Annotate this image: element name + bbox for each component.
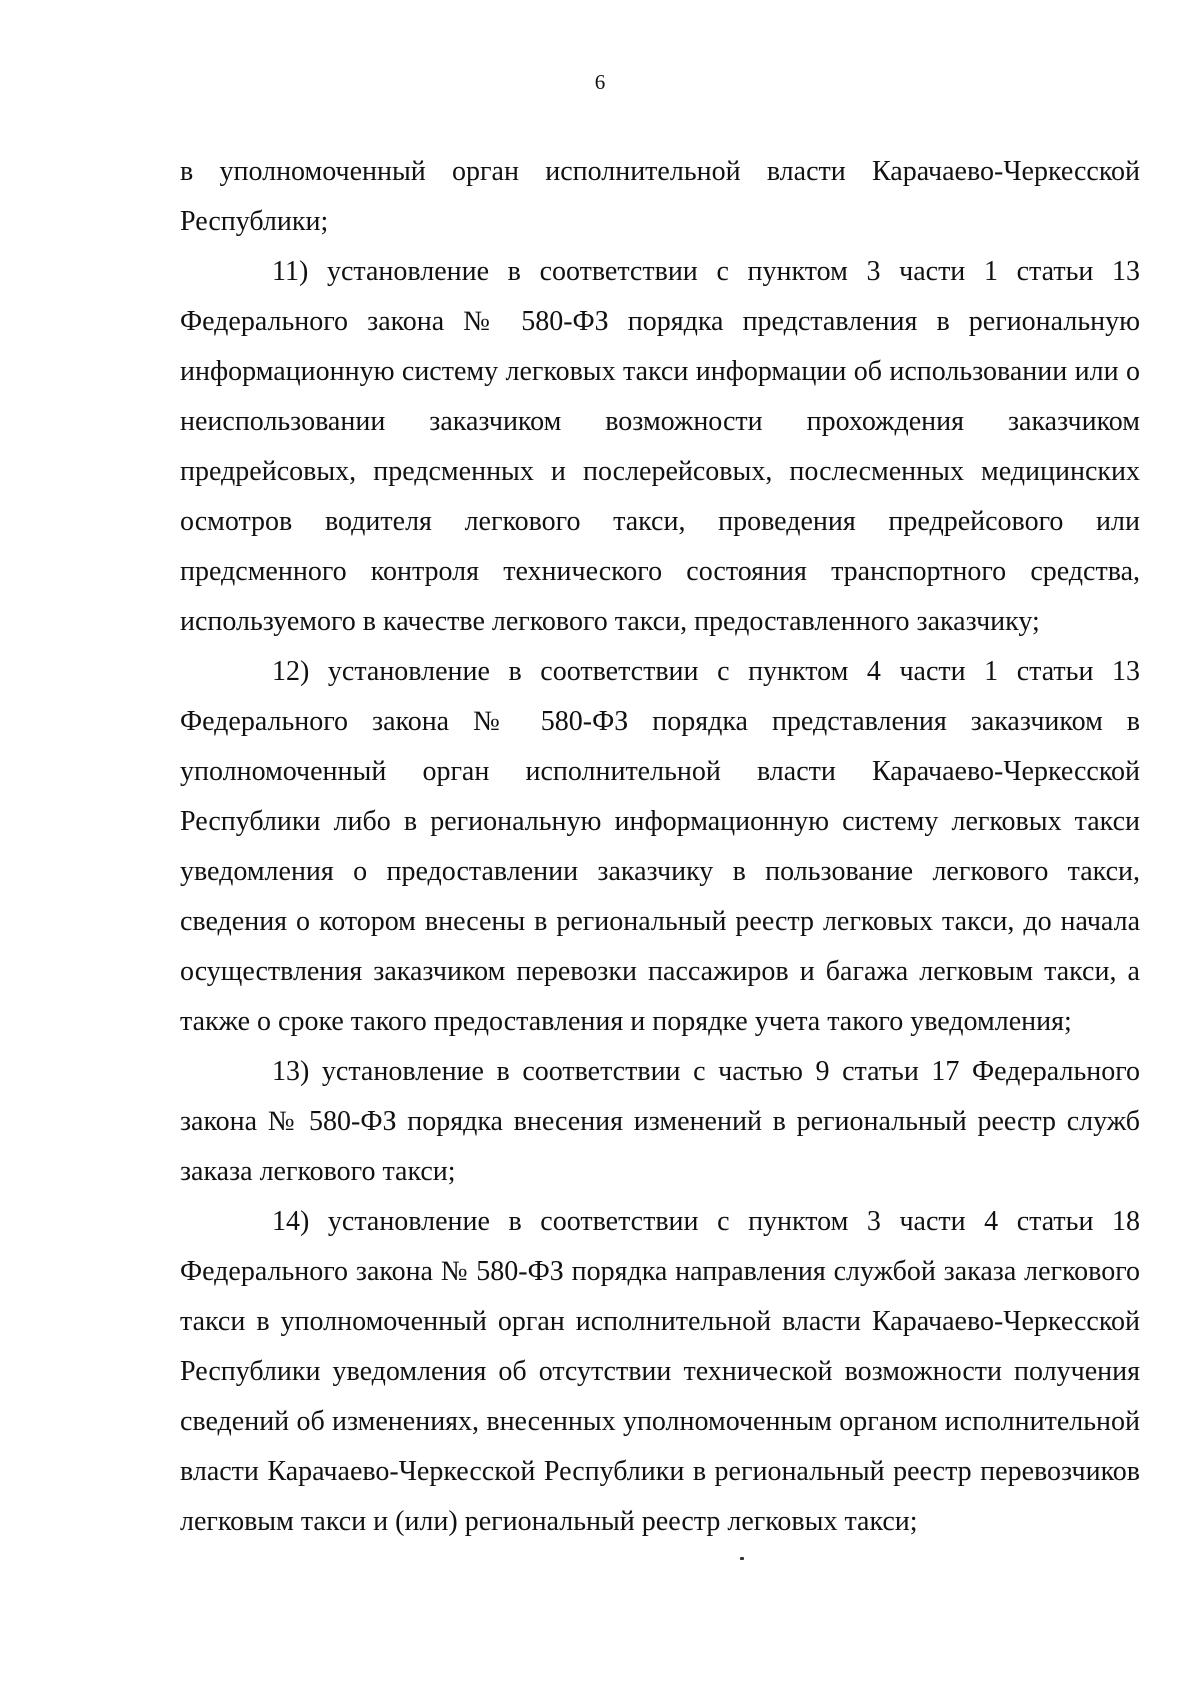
list-item-14: 14) установление в соответствии с пунктом 3 части 4 статьи 18 Федерального закона № 580-ФЗ порядка направления службой заказа легкового такси в уполномоченный орган исполнительной власти Карачаево-Черкесской Республики уведомления об отсутствии технической возможности получения сведений об изменениях, внесенных уполномоченным органом исполнительной власти Карачаево-Черкесской Республики в региональный реестр перевозчиков легковым такси и (или) региональный реестр легковых такси; bbox=[180, 1206, 1140, 1537]
page-number: 6 bbox=[594, 70, 606, 94]
list-item-13: 13) установление в соответствии с частью 9 статьи 17 Федерального закона № 580-ФЗ порядка внесения изменений в региональный реестр служб заказа легкового такси; bbox=[180, 1056, 1140, 1187]
scan-artifact bbox=[740, 1557, 744, 1560]
paragraph-continuation: в уполномоченный орган исполнительной власти Карачаево-Черкесской Республики; bbox=[180, 156, 1140, 237]
list-item-11: 11) установление в соответствии с пунктом 3 части 1 статьи 13 Федерального закона № 580-ФЗ порядка представления в региональную информационную систему легковых такси информации об использовании или о неиспользовании заказчиком возможности прохождения заказчиком предрейсовых, предсменных и послерейсовых, послесменных медицинских осмотров водителя легкового такси, проведения предрейсового или предсменного контроля технического состояния транспортного средства, используемого в качестве легкового такси, предоставленного заказчику; bbox=[180, 256, 1140, 637]
list-item-12: 12) установление в соответствии с пунктом 4 части 1 статьи 13 Федерального закона № 580-ФЗ порядка представления заказчиком в уполномоченный орган исполнительной власти Карачаево-Черкесской Республики либо в региональную информационную систему легковых такси уведомления о предоставлении заказчику в пользование легкового такси, сведения о котором внесены в региональный реестр легковых такси, до начала осуществления заказчиком перевозки пассажиров и багажа легковым такси, а также о сроке такого предоставления и порядке учета такого уведомления; bbox=[180, 656, 1140, 1037]
document-body bbox=[180, 147, 1140, 1547]
